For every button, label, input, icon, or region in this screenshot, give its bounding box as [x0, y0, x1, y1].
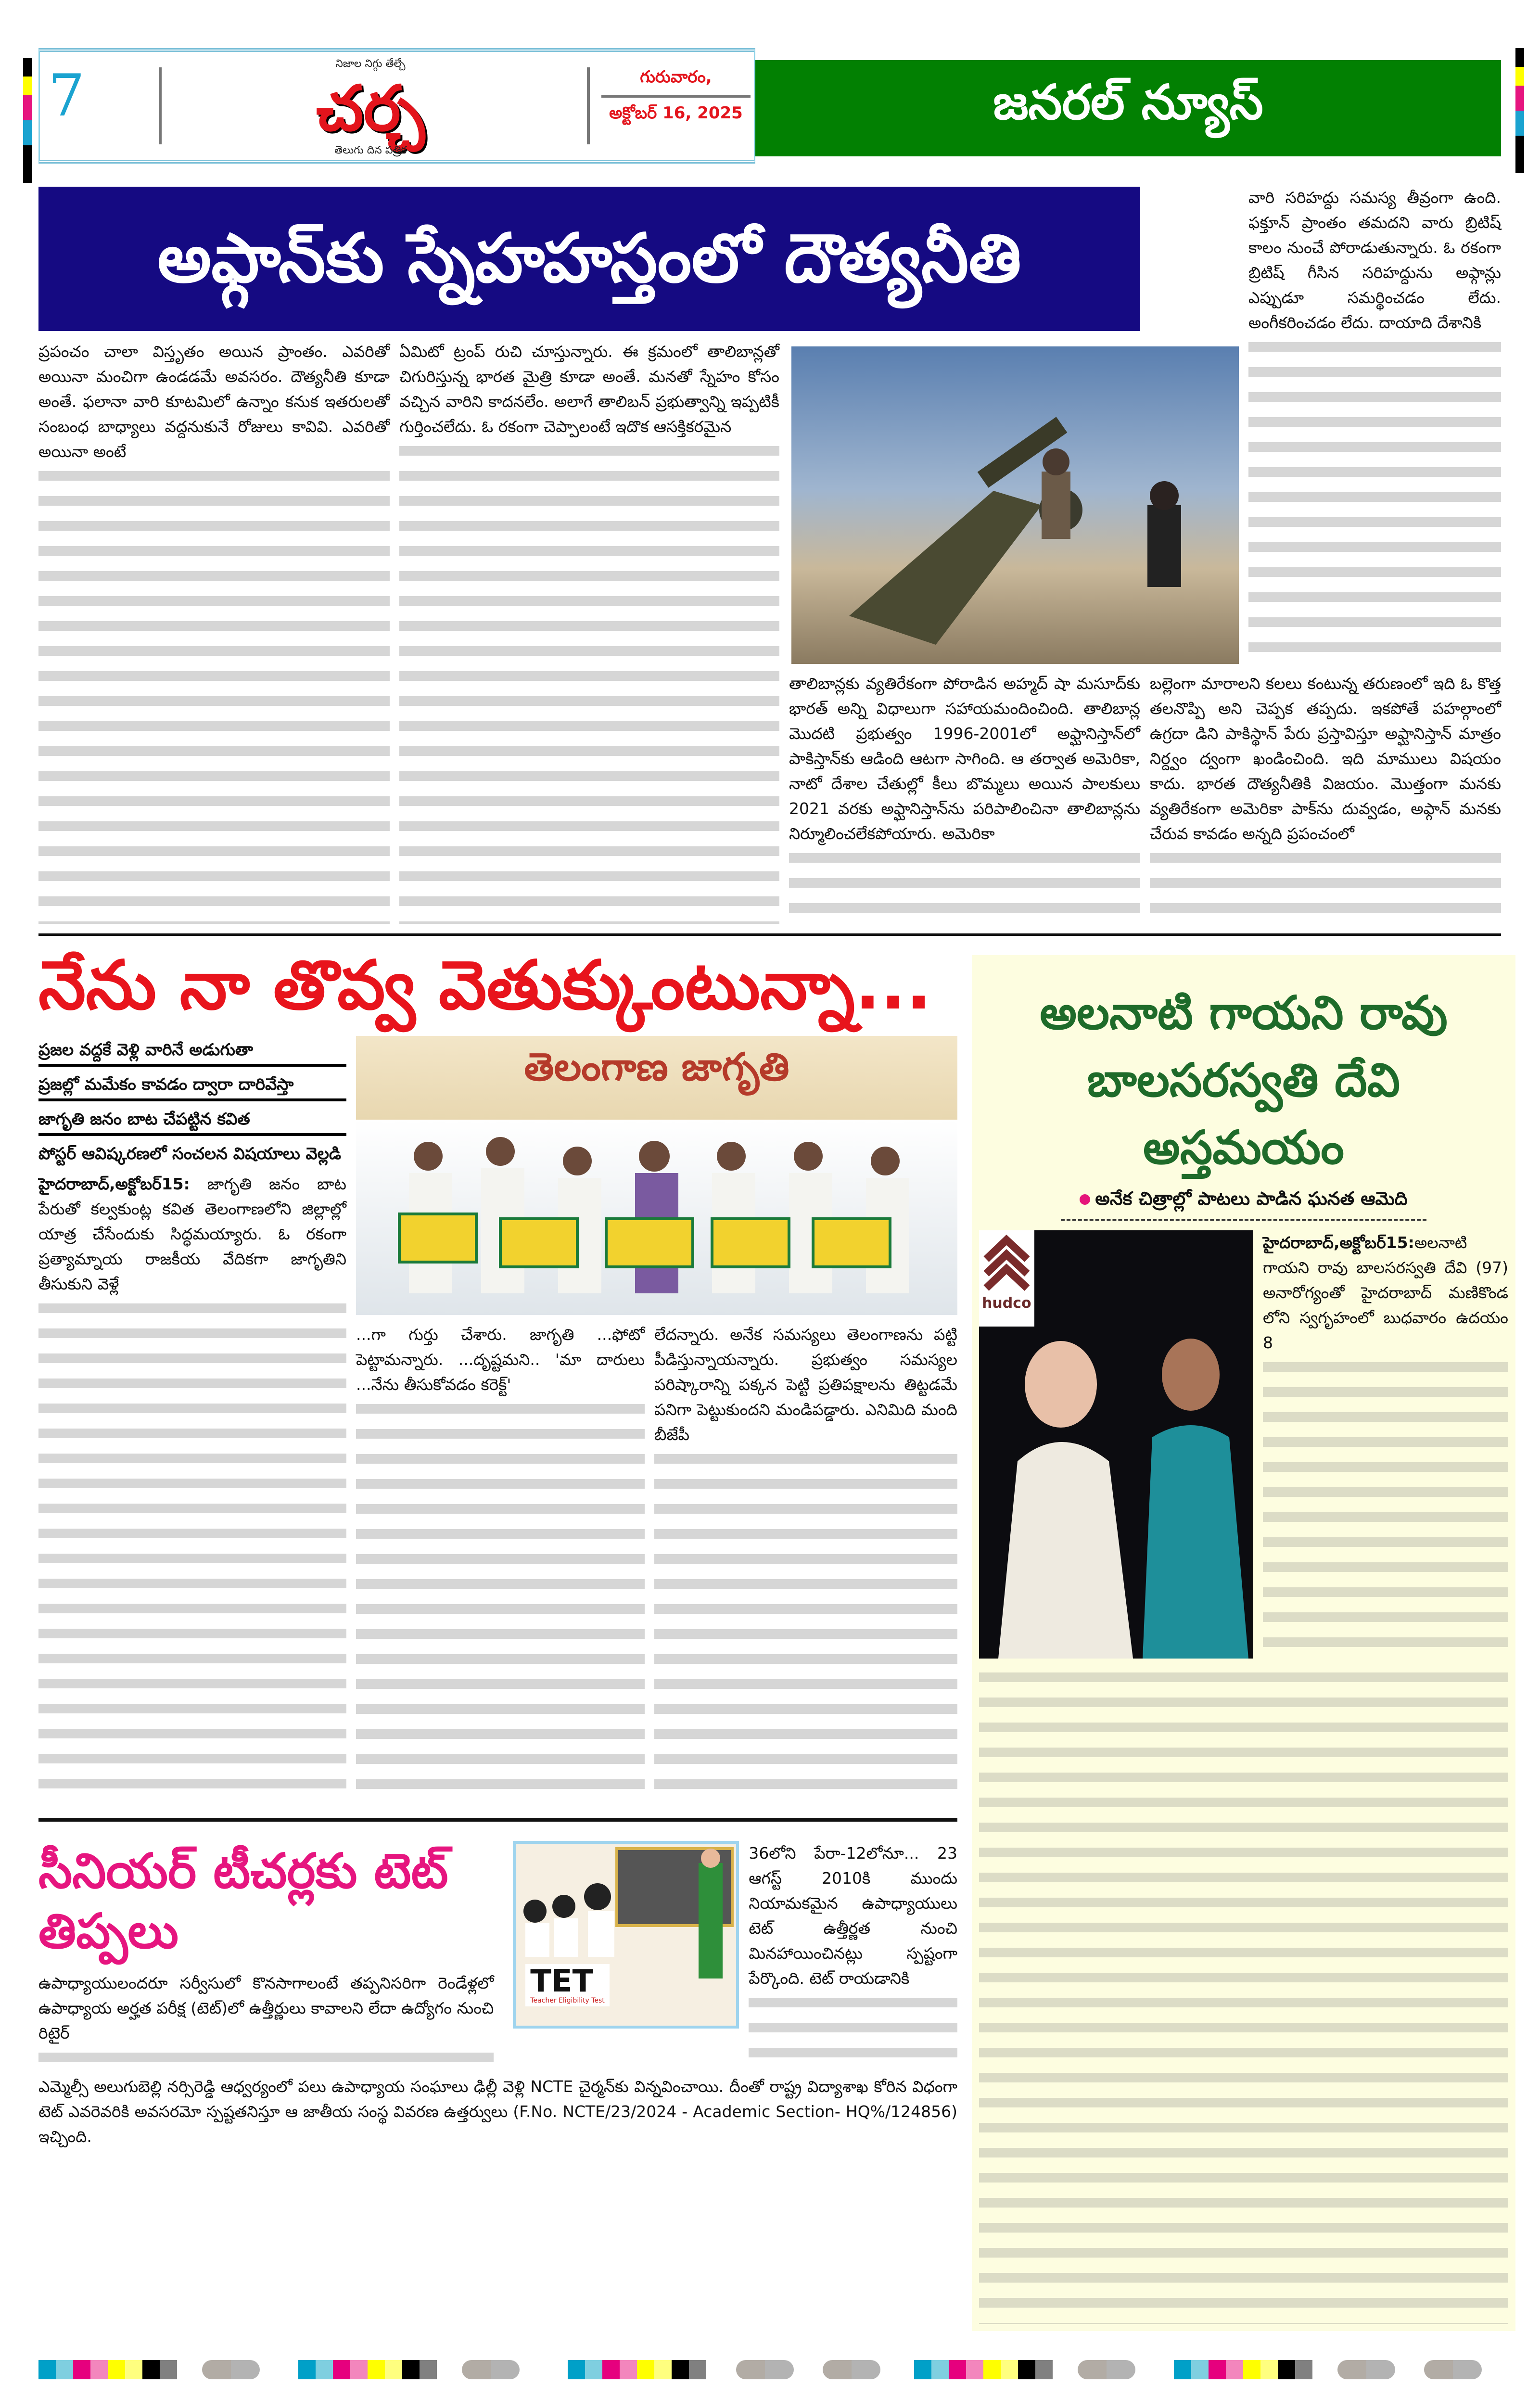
afghan-right-col: [1248, 185, 1501, 666]
logo-subtitle: తెలుగు దిన పత్రిక: [334, 144, 407, 156]
singer-photo: [979, 1230, 1253, 1659]
singer-body: [979, 1666, 1508, 2324]
article-text: జాగృతి జనం బాట పేరుతో కల్వకుంట్ల కవిత తెలంగాణలోని జిల్లాల్లో యాత్ర చేసేందుకు సిద్ధమయ్యారు. ఓ రకంగా ప్రత్యామ్నాయ రాజకీయ వేదికగా జాగృతిని తీసుకుని వెళ్లే: [38, 1174, 346, 1293]
article-text: ఎమ్మెల్సీ అలుగుబెల్లి నర్సిరెడ్డి ఆధ్వర్యంలో పలు ఉపాధ్యాయ సంఘాలు ఢిల్లీ వెళ్లి NCTE చైర్మన్‌కు విన్నవించాయి. దీంతో రాష్ట్ర విద్యాశాఖ కోరిన విధంగా టెట్ ఎవరెవరికి అవసరమో స్పష్టతనిస్తూ ఆ జాతీయ సంస్థ వివరణ ఉత్తర్వులు (F.No. NCTE/23/2024 - Academic Section- HQ%/124856) ఇచ్చింది.: [38, 2074, 957, 2149]
afghan-photo: [791, 346, 1239, 664]
gray-patch: [823, 2360, 880, 2379]
gray-patch: [1424, 2360, 1482, 2379]
gray-patch: [1078, 2360, 1135, 2379]
logo-name: చర్చ: [316, 72, 425, 145]
gray-patch: [736, 2360, 794, 2379]
singer-kicker: [979, 1186, 1508, 1211]
hudco-logo: hudco: [982, 1295, 1031, 1312]
singer-panel: [972, 955, 1515, 2331]
color-bar: [38, 2360, 177, 2379]
article-text: 36లోని పేరా-12లోనూ... 23 ఆగస్ట్ 2010కి ముందు నియామకమైన ఉపాధ్యాయులు టెట్ ఉత్తీర్ణత నుంచి మినహాయించినట్లు స్పష్టంగా పేర్కొంది. టెట్ రాయడానికి: [749, 1841, 957, 1991]
lower-left-content: [38, 945, 957, 2149]
tet-logo-subtext: Teacher Eligibility Test: [530, 1997, 605, 2004]
article-text: ఏమిటో ట్రంప్ రుచి చూస్తున్నారు. ఈ క్రమంలో తాలిబాన్లతో చిగురిస్తున్న భారత మైత్రి కూడా అంతే. మనతో స్నేహం కోసం వచ్చిన వారిని కాదనలేం. అలాగే తాలిబన్ ప్రభుత్వాన్ని ఇప్పటికీ గుర్తించలేదు. ఓ రకంగా చెప్పాలంటే ఇదొక ఆసక్తికరమైన: [399, 339, 779, 439]
subhead: జాగృతి జనం బాట చేపట్టిన కవిత: [38, 1105, 346, 1136]
anti-aircraft-gun-image: [791, 346, 1239, 664]
article-text: అలనాటి గాయని రావు బాలసరస్వతి దేవి (97) అనారోగ్యంతో హైదరాబాద్ మణికొండ లోని స్వగృహంలో బుధవారం ఉదయం 8: [1263, 1233, 1508, 1352]
kavitha-col-3: [654, 1322, 957, 1803]
divider: [159, 67, 162, 144]
tet-side-col: [749, 1841, 957, 2067]
afghan-col-1: [38, 339, 390, 924]
article-text: వారి సరిహద్దు సమస్య తీవ్రంగా ఉంది. ఫక్తూన్ ప్రాంతం తమదని వారు బ్రిటిష్ కాలం నుంచే పోరాడుతున్నారు. ఓ రకంగా బ్రిటిష్ గీసిన సరిహద్దును అఫ్గాన్లు ఎప్పుడూ సమర్థించడం లేదు. అంగీకరించడం లేదు. దాయాది దేశానికి: [1248, 185, 1501, 335]
issue-date: [601, 67, 751, 127]
kavitha-subheads: [38, 1036, 346, 1172]
gray-patch: [462, 2360, 520, 2379]
tet-illustration: [513, 1841, 739, 2029]
dateline: హైదరాబాద్,అక్టోబర్15:: [38, 1174, 190, 1193]
registration-mark-right: [1515, 48, 1524, 173]
color-bar: [1174, 2360, 1312, 2379]
article-text: ప్రపంచం చాలా విస్తృతం అయిన ప్రాంతం. ఎవరితో అయినా మంచిగా ఉండడమే అవసరం. దౌత్యనీతి కూడా అంతే. ఫలానా వారి కూటమిలో ఉన్నాం కనుక ఇతరులతో సంబంధ బాధ్యాలు వద్దనుకునే రోజులు కావివి. ఎవరితో అయినా అంటే: [38, 339, 390, 464]
tet-body: [38, 1971, 494, 2067]
section-title: జనరల్ న్యూస్: [755, 60, 1501, 156]
kavitha-right-stack: [356, 1036, 957, 1803]
afghan-col-4: [1150, 671, 1501, 921]
kavitha-left-stack: [38, 1036, 346, 1803]
subhead: ప్రజల వద్దకే వెళ్లి వారినే అడుగుతా: [38, 1036, 346, 1067]
tet-logo-text: TET: [530, 1964, 594, 1999]
dash-divider: [1061, 1219, 1426, 1221]
tet-left-stack: [38, 1841, 494, 2067]
subhead: పోస్టర్ ఆవిష్కరణలో సంచలన విషయాలు వెల్లడి: [38, 1144, 341, 1163]
singer-top-row: [979, 1230, 1508, 1659]
tet-logo: [525, 1964, 610, 2006]
kavitha-body: [38, 1036, 957, 1803]
kavitha-headline: నేను నా తొవ్వ వెతుక్కుంటున్నా...: [38, 946, 932, 1025]
singer-headline-2: బాలసరస్వతి దేవి అస్తమయం: [1087, 1053, 1400, 1174]
gray-patch: [202, 2360, 260, 2379]
date: అక్టోబర్ 16, 2025: [609, 103, 743, 123]
hudco-sign: [979, 1230, 1034, 1327]
kicker-text: అనేక చిత్రాల్లో పాటలు పాడిన ఘనత ఆమెది: [1095, 1188, 1408, 1209]
section-divider: [38, 1818, 957, 1822]
weekday: గురువారం,: [601, 67, 751, 98]
page-number: 7: [48, 63, 85, 129]
logo-tagline: నిజాల నిగ్గు తేల్చే: [335, 58, 406, 70]
afghan-headline: అఫ్గాన్‌కు స్నేహహస్తంలో దౌత్యనీతి: [38, 187, 1140, 331]
kavitha-columns: [356, 1322, 957, 1803]
kavitha-photo: [356, 1036, 957, 1315]
tet-headline: సీనియర్ టీచర్లకు టెట్ తిప్పలు: [38, 1843, 448, 1959]
newspaper-logo: [269, 58, 471, 159]
afghan-col-2: [399, 339, 779, 924]
color-bar: [298, 2360, 437, 2379]
kavitha-col-2: [356, 1322, 645, 1803]
article-text: తాలిబాన్లకు వ్యతిరేకంగా పోరాడిన అహ్మద్ షా మసూద్‌కు భారత్ అన్ని విధాలుగా సహాయమందించింది. తాలిబాన్ల మొదటి ప్రభుత్వం 1996-2001లో అఫ్ఘానిస్తాన్‌లో పాకిస్తాన్‌కు ఆడింది ఆటగా సాగింది. ఆ తర్వాత అమెరికా, నాటో దేశాల చేతుల్లో కీలు బొమ్మలు అయిన పాలకులు 2021 వరకు అఫ్ఘానిస్తాన్‌ను పరిపాలించినా తాలిబాన్లను నిర్మూలించలేకపోయారు. అమెరికా: [789, 671, 1140, 846]
photo-banner: తెలంగాణ జాగృతి: [524, 1045, 789, 1089]
tet-body-wide: [38, 2074, 957, 2149]
tet-top: [38, 1841, 957, 2067]
article-text: లేదన్నారు. అనేక సమస్యలు తెలంగాణను పట్టి పీడిస్తున్నాయన్నారు. ప్రభుత్వం సమస్యల పరిష్కారాన్ని పక్కన పెట్టి ప్రతిపక్షాలను తిట్టడమే పనిగా పెట్టుకుందని మండిపడ్డారు. ఎనిమిది మంది బీజేపీ: [654, 1322, 957, 1447]
section-divider: [38, 933, 1501, 936]
kavitha-col-1: [38, 1172, 346, 1803]
color-bar: [914, 2360, 1053, 2379]
afghan-col-3: [789, 671, 1140, 921]
article-text: ...గా గుర్తు చేశారు. జాగృతి ...ఫోటో పెట్టామన్నారు. ...దృష్టమని.. 'మా దారులు ...నేను తీసుకోవడం కరెక్ట్': [356, 1322, 645, 1397]
subhead: ప్రజల్లో మమేకం కావడం ద్వారా దారివేస్తా: [38, 1071, 346, 1101]
gray-patch: [1337, 2360, 1395, 2379]
divider: [587, 67, 590, 144]
bullet-icon: [1080, 1194, 1090, 1205]
chevron-logo-icon: [979, 1230, 1034, 1293]
article-text: ఉపాధ్యాయులందరూ సర్వీసులో కొనసాగాలంటే తప్పనిసరిగా రెండేళ్లలో ఉపాధ్యాయ అర్హత పరీక్ష (టెట్)లో ఉత్తీర్ణులు కావాలని లేదా ఉద్యోగం నుంచి రిటైర్: [38, 1971, 494, 2046]
singer-intro-col: [1263, 1230, 1508, 1659]
article-text: బల్లెంగా మారాలని కలలు కంటున్న తరుణంలో ఇది ఓ కొత్త తలనొప్పి అని చెప్పక తప్పదు. ఇకపోతే పహల్గాంలో ఉగ్రదా డిని పాకిస్థాన్ పేరు ప్రస్తావిస్తూ అఫ్ఘానిస్తాన్ మాత్రం నిర్ద్వం ద్వంగా ఖండించింది. ఇది మాములు విషయం కాదు. భారత దౌత్యనీతికి విజయం. మొత్తంగా మనకు వ్యతిరేకంగా అమెరికా పాక్‌ను దువ్వడం, అఫ్గాన్ మనకు చేరువ కావడం అన్నది ప్రపంచంలో: [1150, 671, 1501, 846]
color-bar: [568, 2360, 706, 2379]
dateline: హైదరాబాద్,అక్టోబర్15:: [1263, 1233, 1414, 1252]
singer-headline-1: అలనాటి గాయని రావు: [1040, 986, 1448, 1040]
registration-mark-left: [23, 58, 32, 183]
